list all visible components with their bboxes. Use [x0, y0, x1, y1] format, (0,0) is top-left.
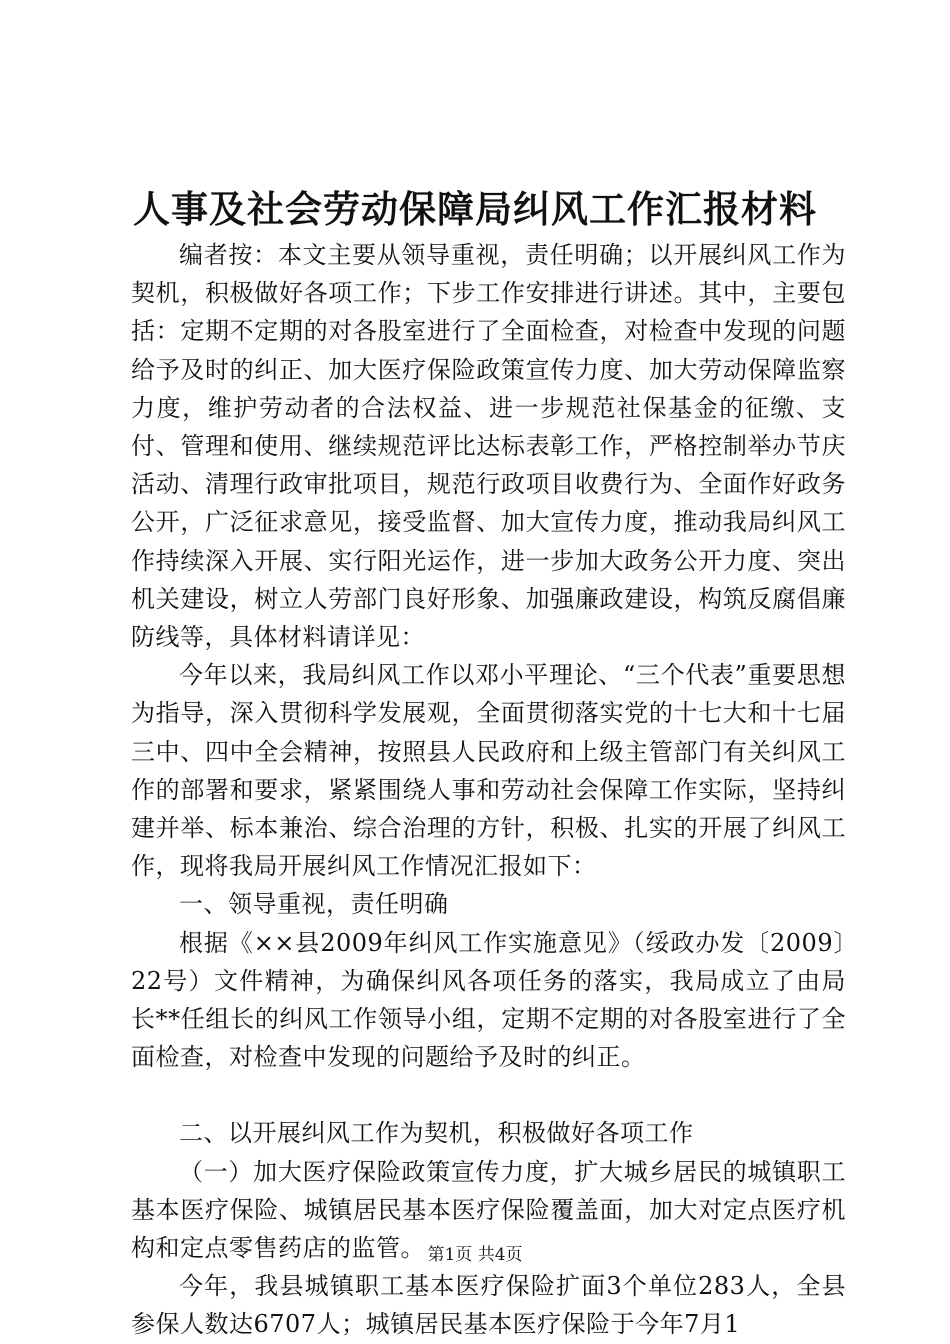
- subsection-1-paragraph: （一）加大医疗保险政策宣传力度，扩大城乡居民的城镇职工基本医疗保险、城镇居民基本医疗保险覆盖面，加大对定点医疗机构和定点零售药店的监管。: [131, 1157, 846, 1263]
- statistics-paragraph: 今年，我县城镇职工基本医疗保险扩面3个单位283人，全县参保人数达6707人；城镇居民基本医疗保险于今年7月1: [131, 1272, 846, 1339]
- document-title: 人事及社会劳动保障局纠风工作汇报材料: [133, 187, 817, 231]
- section-heading-2: 二、以开展纠风工作为契机，积极做好各项工作: [179, 1119, 694, 1148]
- section-1-paragraph: 根据《××县2009年纠风工作实施意见》（绥政办发〔2009〕22号）文件精神，为确保纠风各项任务的落实，我局成立了由局长**任组长的纠风工作领导小组，定期不定期的对各股室进行了全面检查，对检查中发现的问题给予及时的纠正。: [131, 928, 846, 1072]
- intro-paragraph: 今年以来，我局纠风工作以邓小平理论、“三个代表”重要思想为指导，深入贯彻科学发展观，全面贯彻落实党的十七大和十七届三中、四中全会精神，按照县人民政府和上级主管部门有关纠风工作的部署和要求，紧紧围绕人事和劳动社会保障工作实际，坚持纠建并举、标本兼治、综合治理的方针，积极、扎实的开展了纠风工作，现将我局开展纠风工作情况汇报如下：: [131, 661, 846, 881]
- page-number-footer: 第1页 共4页: [427, 1245, 523, 1265]
- section-heading-1: 一、领导重视，责任明确: [179, 890, 449, 919]
- document-body: [131, 236, 846, 1344]
- editor-note-paragraph: 编者按：本文主要从领导重视，责任明确；以开展纠风工作为契机，积极做好各项工作；下步工作安排进行讲述。其中，主要包括：定期不定期的对各股室进行了全面检查，对检查中发现的问题给予及时的纠正、加大医疗保险政策宣传力度、加大劳动保障监察力度，维护劳动者的合法权益、进一步规范社保基金的征缴、支付、管理和使用、继续规范评比达标表彰工作，严格控制举办节庆活动、清理行政审批项目，规范行政项目收费行为、全面作好政务公开，广泛征求意见，接受监督、加大宣传力度，推动我局纠风工作持续深入开展、实行阳光运作，进一步加大政务公开力度、突出机关建设，树立人劳部门良好形象、加强廉政建设，构筑反腐倡廉防线等，具体材料请详见：: [131, 241, 846, 652]
